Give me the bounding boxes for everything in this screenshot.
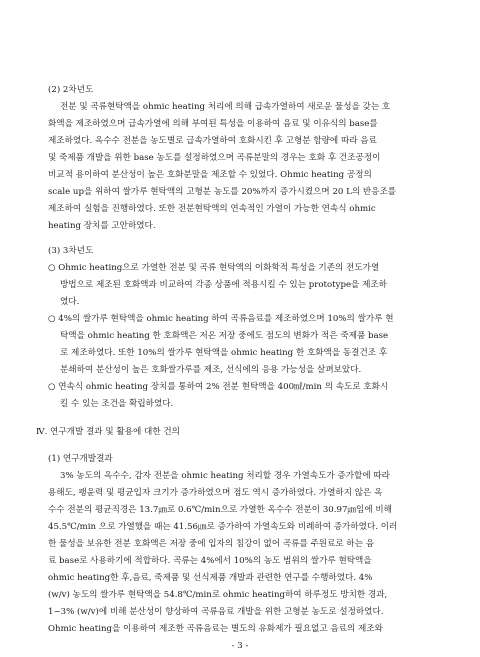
bullet-line: ○ Ohmic heating으로 가열한 전분 및 곡류 현탁액의 이화학적 특성을 기존의 전도가열 bbox=[48, 263, 380, 273]
section-4-title: Ⅳ. 연구개발 결과 및 활용에 대한 건의 bbox=[36, 427, 180, 437]
paragraph-line: 비교적 용이하여 분산성이 높은 호화분말을 제조할 수 있었다. Ohmic heating 공정의 bbox=[48, 170, 372, 180]
bullet-line: 로 제조하였다. 또한 10%의 쌀가루 현탁액을 ohmic heating 한 호화액을 동결건조 후 bbox=[60, 348, 388, 358]
paragraph-line: 료 base로 사용하기에 적합하다. 곡류는 4%에서 10%의 농도 범위의 쌀가루 현탁액을 bbox=[48, 556, 372, 566]
paragraph-line: 1~3% (w/v)에 비해 분산성이 향상하여 곡류음료 개발을 위한 고형분 농도로 설정하였다. bbox=[48, 607, 384, 617]
paragraph-line: Ohmic heating을 이용하여 제조한 곡류음료는 별도의 유화제가 필요없고 음료의 제조와 bbox=[48, 624, 383, 634]
paragraph-line: 제조하였다. 옥수수 전분을 농도별로 급속가열하여 호화시킨 후 고형분 함량에 따라 음료 bbox=[48, 136, 377, 146]
paragraph-line: 한 물성을 보유한 전분 호화액은 저장 중에 입자의 침강이 없어 곡류를 주원료로 하는 음 bbox=[48, 539, 375, 549]
bullet-line: 방법으로 제조된 호화액과 비교하여 각종 상품에 적용시킬 수 있는 prototype을 제조하 bbox=[60, 280, 387, 290]
bullet-line: 분쇄하여 분산성이 높은 호화쌀가루를 제조, 선식에의 응용 가능성을 살펴보았다. bbox=[60, 365, 362, 375]
paragraph-line: ohmic heating한 후,음료, 죽제품 및 선식제품 개발과 관련한 연구를 수행하였다. 4% bbox=[48, 573, 373, 583]
bullet-line: ○ 4%의 쌀가루 현탁액을 ohmic heating 하여 곡류음료를 제조하였으며 10%의 쌀가루 현 bbox=[48, 314, 394, 324]
bullet-line: 킬 수 있는 조건을 확립하였다. bbox=[60, 399, 174, 409]
paragraph-line: scale up을 위하여 쌀가루 현탁액의 고형분 농도를 20%까지 증가시켰으며 20 L의 반응조를 bbox=[48, 187, 397, 197]
paragraph-line: 용해도, 팽윤력 및 평균입자 크기가 증가하였으며 점도 역시 증가하였다. 가열하지 않은 옥 bbox=[48, 488, 383, 498]
section-4-subheading: (1) 연구개발결과 bbox=[48, 454, 113, 464]
paragraph-line: 전분 및 곡류현탁액을 ohmic heating 처리에 의해 급속가열하여 새로운 물성을 갖는 호 bbox=[60, 102, 391, 112]
paragraph-line: 수수 전분의 평균직경은 13.7㎛로 0.6℃/min으로 가열한 옥수수 전분이 30.97㎛임에 비해 bbox=[48, 505, 392, 515]
section-2-heading: (2) 2차년도 bbox=[48, 85, 94, 95]
paragraph-line: 45.5℃/min 으로 가열했을 때는 41.56㎛로 증가하여 가열속도와 비례하여 증가하였다. 이러 bbox=[48, 522, 398, 532]
paragraph-line: (w/v) 농도의 쌀가루 현탁액을 54.8℃/min로 ohmic heating하여 하루정도 방치한 경과, bbox=[48, 590, 388, 600]
paragraph-line: heating 장치를 고안하였다. bbox=[48, 221, 156, 231]
section-3-heading: (3) 3차년도 bbox=[48, 246, 94, 256]
bullet-line: ○ 연속식 ohmic heating 장치를 통하여 2% 전분 현탁액을 400㎖/min 의 속도로 호화시 bbox=[48, 382, 389, 392]
paragraph-line: 제조하여 실험을 진행하였다. 또한 전분현탁액의 연속적인 가열이 가능한 연속식 ohmic bbox=[48, 204, 376, 214]
page-number: - 3 - bbox=[231, 641, 249, 651]
bullet-line: 였다. bbox=[60, 297, 80, 307]
paragraph-line: 3% 농도의 옥수수, 감자 전분을 ohmic heating 처리할 경우 가열속도가 증가할에 따라 bbox=[60, 471, 390, 481]
paragraph-line: 및 죽제품 개발을 위한 base 농도를 설정하였으며 곡류분말의 경우는 호화 후 건조공정이 bbox=[48, 153, 381, 163]
bullet-line: 탁액을 ohmic heating 한 호화액은 저온 저장 중에도 점도의 변화가 적은 죽제품 base bbox=[60, 331, 389, 341]
paragraph-line: 화액을 제조하였으며 급속가열에 의해 부여된 특성을 이용하여 음료 및 이유식의 base를 bbox=[48, 119, 378, 129]
